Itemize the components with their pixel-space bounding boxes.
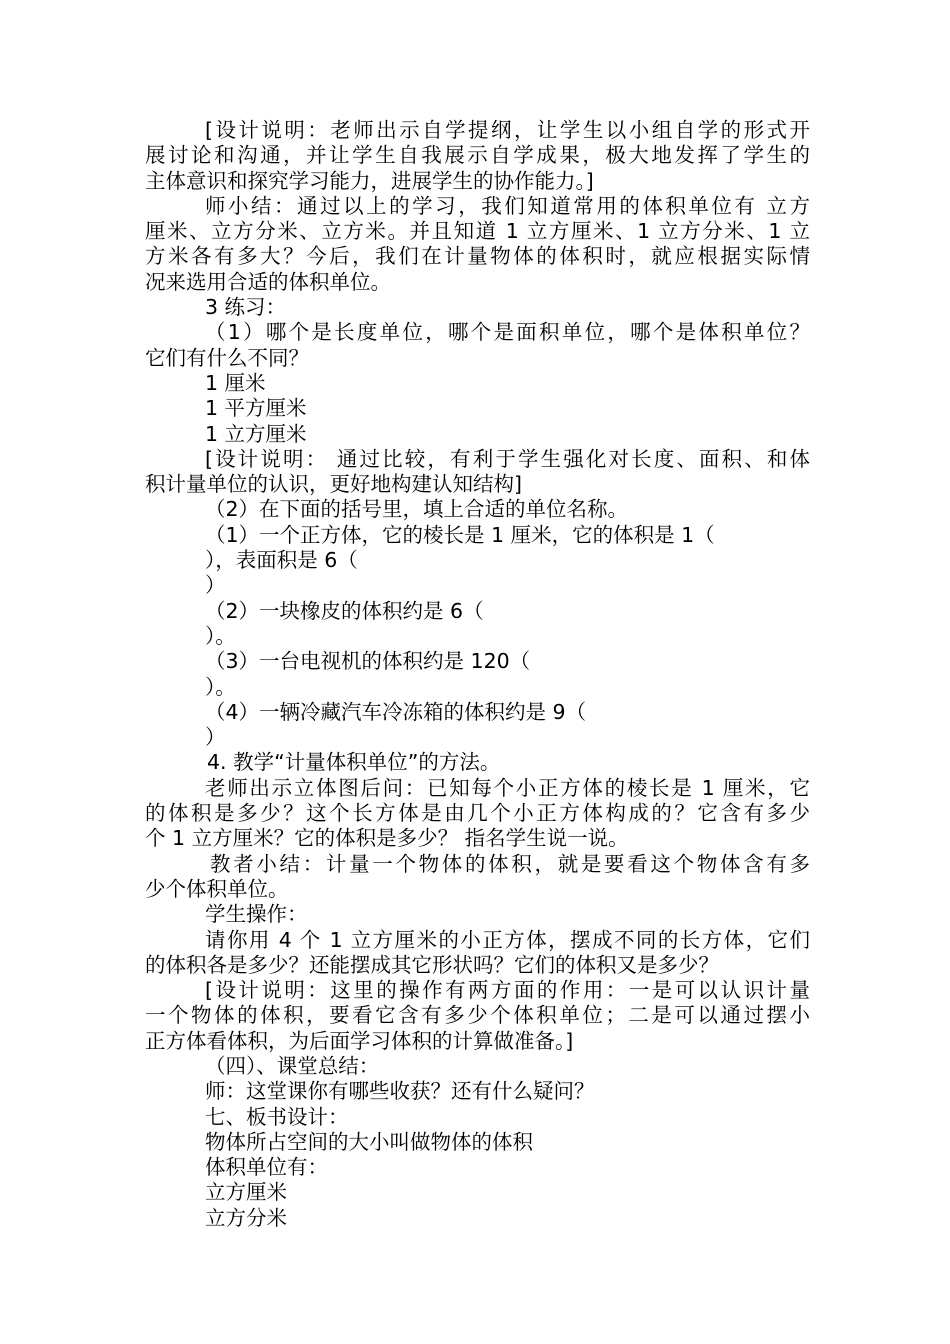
text-line: ）。 — [205, 674, 236, 699]
text-line: 3 练习： — [205, 295, 287, 320]
text-line: 展讨论和沟通，并让学生自我展示自学成果，极大地发挥了学生的 — [145, 143, 810, 168]
document-body — [145, 118, 810, 1231]
text-line: 厘米、立方分米、立方米。并且知道 1 立方厘米、1 立方分米、1 立 — [145, 219, 810, 244]
text-line: 主体意识和探究学习能力，进展学生的协作能力。] — [145, 168, 594, 193]
text-line: 学生操作： — [205, 902, 308, 927]
text-line: 况来选用合适的体积单位。 — [145, 269, 391, 294]
text-line: 个 1 立方厘米？它的体积是多少？ 指名学生说一说。 — [145, 826, 629, 851]
text-line: 立方分米 — [205, 1205, 287, 1230]
text-line: 老师出示立体图后问：已知每个小正方体的棱长是 1 厘米，它 — [205, 775, 810, 800]
text-line: 少个体积单位。 — [145, 876, 289, 901]
text-line: （1）一个正方体，它的棱长是 1 厘米，它的体积是 1（ — [205, 522, 715, 547]
text-line: （3）一台电视机的体积约是 120（ — [205, 649, 531, 674]
text-line: [设计说明：老师出示自学提纲，让学生以小组自学的形式开 — [205, 118, 810, 142]
text-line: 物体所占空间的大小叫做物体的体积 — [205, 1129, 533, 1154]
text-line: 的体积各是多少？还能摆成其它形状吗？它们的体积又是多少？ — [145, 952, 719, 977]
text-line: ） — [205, 725, 226, 750]
text-line: 的体积是多少？这个长方体是由几个小正方体构成的？它含有多少 — [145, 801, 810, 826]
text-line: 教者小结：计量一个物体的体积，就是要看这个物体含有多 — [210, 851, 810, 876]
text-line: （四）、课堂总结： — [205, 1053, 380, 1078]
text-line: 请你用 4 个 1 立方厘米的小正方体，摆成不同的长方体，它们 — [205, 927, 810, 952]
text-line: ）。 — [205, 623, 236, 648]
text-line: ） — [205, 573, 226, 598]
text-line: 正方体看体积，为后面学习体积的计算做准备。] — [145, 1028, 574, 1053]
text-line: （2）一块橡皮的体积约是 6（ — [205, 598, 484, 623]
text-line: 1 厘米 — [205, 370, 266, 395]
text-line: 师：这堂课你有哪些收获？还有什么疑问？ — [205, 1079, 595, 1104]
text-line: 1 立方厘米 — [205, 421, 307, 446]
text-line: 1 平方厘米 — [205, 396, 307, 421]
text-line: 体积单位有： — [205, 1155, 328, 1180]
text-line: 它们有什么不同？ — [145, 345, 309, 370]
text-line: 积计量单位的认识，更好地构建认知结构] — [145, 472, 522, 497]
text-line: 七、板书设计： — [205, 1104, 349, 1129]
text-line: （2）在下面的括号里，填上合适的单位名称。 — [205, 497, 629, 522]
text-line: 一个物体的体积，要看它含有多少个体积单位；二是可以通过摆小 — [145, 1003, 810, 1028]
text-line: （1）哪个是长度单位，哪个是面积单位，哪个是体积单位？ — [205, 320, 810, 345]
text-line: ），表面积是 6（ — [205, 548, 358, 573]
text-line: 立方厘米 — [205, 1180, 287, 1205]
text-line: [设计说明：这里的操作有两方面的作用：一是可以认识计量 — [205, 978, 810, 1003]
text-line: 4. 教学“计量体积单位”的方法。 — [207, 750, 501, 775]
text-line: 师小结：通过以上的学习，我们知道常用的体积单位有 立方 — [205, 193, 810, 218]
text-line: 方米各有多大？今后，我们在计量物体的体积时，就应根据实际情 — [145, 244, 810, 269]
text-line: （4）一辆冷藏汽车冷冻箱的体积约是 9（ — [205, 699, 587, 724]
text-line: [设计说明： 通过比较，有利于学生强化对长度、面积、和体 — [205, 446, 810, 471]
